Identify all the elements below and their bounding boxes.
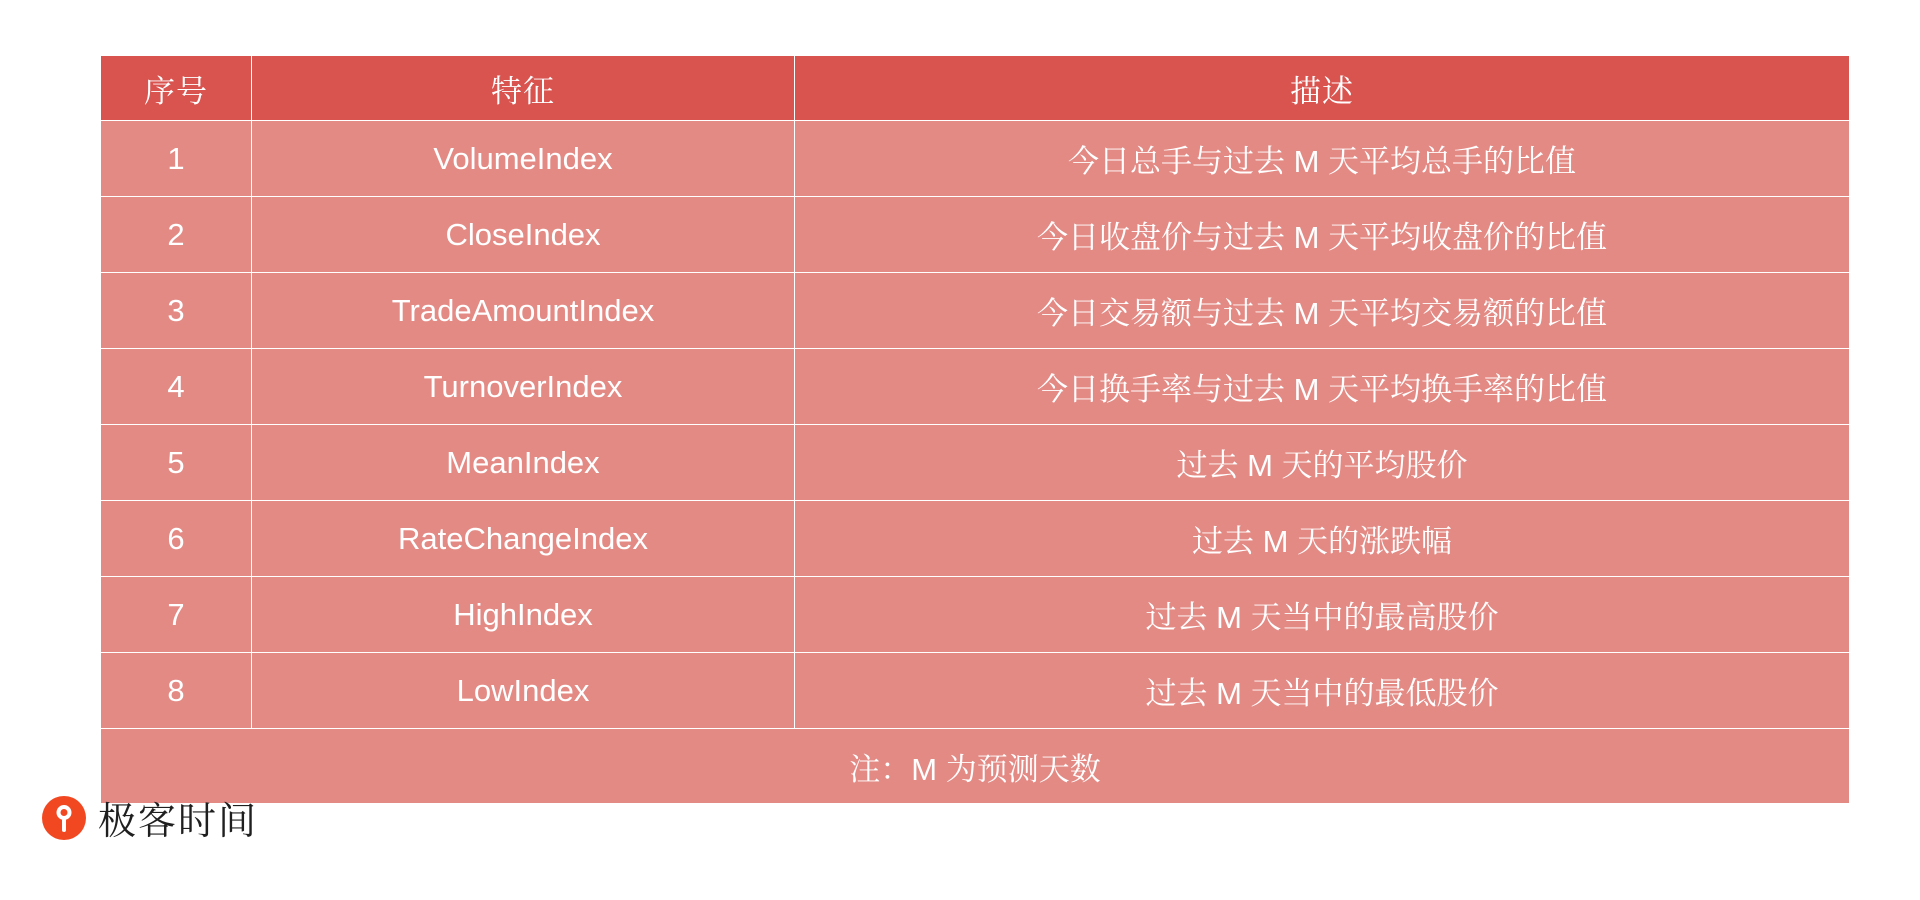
table-body — [101, 121, 1850, 804]
table-row — [101, 349, 1850, 425]
table-note-row — [101, 729, 1850, 804]
cell-index: 8 — [101, 653, 252, 729]
brand-watermark — [42, 790, 258, 845]
cell-description: 过去 M 天当中的最高股价 — [795, 577, 1850, 653]
brand-name: 极客时间 — [98, 801, 259, 843]
table-row — [101, 577, 1850, 653]
cell-index: 7 — [101, 577, 252, 653]
feature-table — [100, 55, 1850, 804]
cell-index: 1 — [101, 121, 252, 197]
table-row — [101, 653, 1850, 729]
cell-index: 2 — [101, 197, 252, 273]
feature-table-container — [100, 55, 1850, 804]
table-row — [101, 425, 1850, 501]
table-header-cell-description: 描述 — [795, 56, 1850, 121]
table-row — [101, 197, 1850, 273]
geek-time-logo-icon — [42, 796, 86, 840]
cell-feature: RateChangeIndex — [252, 501, 795, 577]
cell-description: 今日交易额与过去 M 天平均交易额的比值 — [795, 273, 1850, 349]
cell-description: 今日收盘价与过去 M 天平均收盘价的比值 — [795, 197, 1850, 273]
cell-feature: MeanIndex — [252, 425, 795, 501]
cell-feature: HighIndex — [252, 577, 795, 653]
table-row — [101, 501, 1850, 577]
table-row — [101, 121, 1850, 197]
cell-feature: CloseIndex — [252, 197, 795, 273]
table-note: 注：M 为预测天数 — [101, 729, 1850, 804]
cell-feature: TradeAmountIndex — [252, 273, 795, 349]
table-header — [101, 56, 1850, 121]
cell-index: 6 — [101, 501, 252, 577]
cell-description: 今日换手率与过去 M 天平均换手率的比值 — [795, 349, 1850, 425]
cell-index: 4 — [101, 349, 252, 425]
table-header-cell-index: 序号 — [101, 56, 252, 121]
table-row — [101, 273, 1850, 349]
cell-description: 过去 M 天的平均股价 — [795, 425, 1850, 501]
cell-index: 5 — [101, 425, 252, 501]
cell-description: 今日总手与过去 M 天平均总手的比值 — [795, 121, 1850, 197]
table-header-cell-feature: 特征 — [252, 56, 795, 121]
cell-description: 过去 M 天当中的最低股价 — [795, 653, 1850, 729]
cell-description: 过去 M 天的涨跌幅 — [795, 501, 1850, 577]
cell-index: 3 — [101, 273, 252, 349]
cell-feature: TurnoverIndex — [252, 349, 795, 425]
cell-feature: LowIndex — [252, 653, 795, 729]
table-header-row — [101, 56, 1850, 121]
cell-feature: VolumeIndex — [252, 121, 795, 197]
